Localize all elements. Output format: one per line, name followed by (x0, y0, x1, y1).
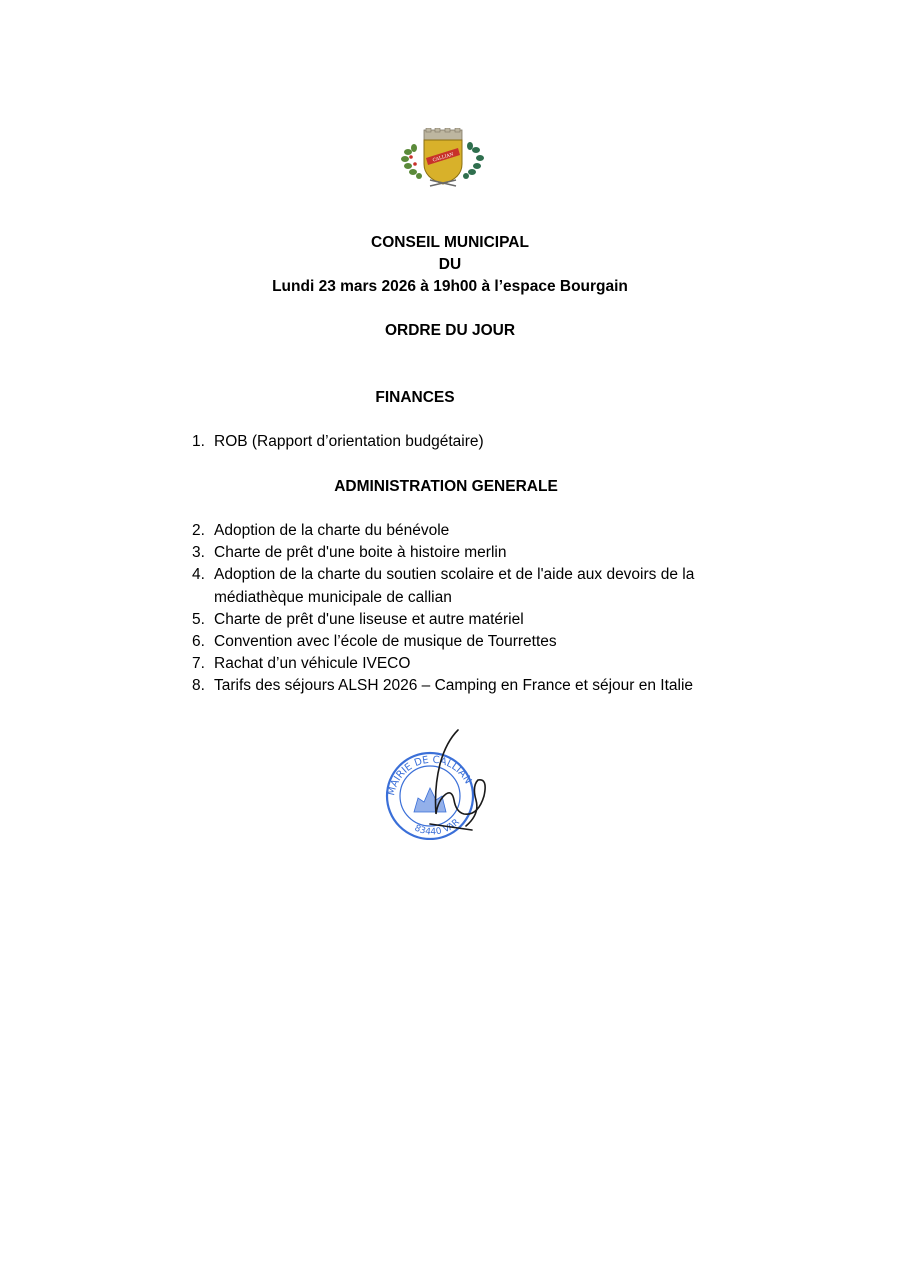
title-line-2: DU (438, 256, 462, 273)
section-title-administration: ADMINISTRATION GENERALE (334, 478, 558, 495)
agenda-item-number: 4. (192, 566, 205, 584)
agenda-item-number: 6. (192, 633, 205, 651)
agenda-heading: ORDRE DU JOUR (384, 322, 516, 339)
meeting-title (0, 232, 900, 298)
palm-right-icon (463, 142, 484, 179)
agenda-item-text: Tarifs des séjours ALSH 2026 – Camping en France et séjour en Italie (214, 677, 694, 695)
stamp-text-bottom: 83440 VAR (412, 817, 462, 838)
agenda-item-number: 3. (192, 544, 205, 562)
signature-icon (430, 730, 485, 830)
agenda-item (192, 653, 752, 675)
agenda-item (192, 431, 752, 453)
coat-of-arms-logo (400, 128, 486, 190)
title-line-1: CONSEIL MUNICIPAL (371, 234, 529, 251)
agenda-item-text: Adoption de la charte du bénévole (214, 522, 450, 539)
section-title-finances: FINANCES (375, 389, 455, 406)
agenda-item (192, 631, 752, 653)
agenda-item-number: 8. (192, 677, 205, 695)
agenda-item-text: Rachat d’un véhicule IVECO (214, 655, 411, 673)
agenda-item (192, 542, 752, 564)
agenda-item-text: ROB (Rapport d’orientation budgétaire) (214, 433, 484, 450)
laurel-left-icon (401, 144, 422, 179)
agenda-item-number: 5. (192, 610, 205, 628)
official-stamp (386, 753, 473, 839)
administration-list (192, 520, 752, 698)
agenda-item-number: 1. (192, 433, 205, 450)
title-line-3: Lundi 23 mars 2026 à 19h00 à l’espace Bourgain (272, 278, 628, 295)
crest-banner-text: CALLIAN (432, 152, 455, 164)
finances-list (192, 431, 752, 453)
agenda-item-text: Convention avec l’école de musique de Tourrettes (214, 633, 557, 651)
agenda-item (192, 609, 752, 631)
agenda-item (192, 675, 752, 697)
agenda-item-text: Charte de prêt d'une liseuse et autre matériel (214, 610, 524, 628)
agenda-item-number: 2. (192, 522, 205, 539)
agenda-item (192, 564, 752, 608)
agenda-item (192, 520, 752, 542)
stamp-text-top: MAIRIE DE CALLIAN (386, 754, 474, 797)
mairie-stamp-signature (380, 724, 490, 840)
agenda-item-text: Charte de prêt d'une boite à histoire merlin (214, 544, 507, 562)
mural-crown-icon (424, 128, 462, 140)
agenda-item-text: Adoption de la charte du soutien scolaire et de l'aide aux devoirs de la médiathèque municipale de callian (214, 566, 695, 606)
agenda-item-number: 7. (192, 655, 205, 673)
